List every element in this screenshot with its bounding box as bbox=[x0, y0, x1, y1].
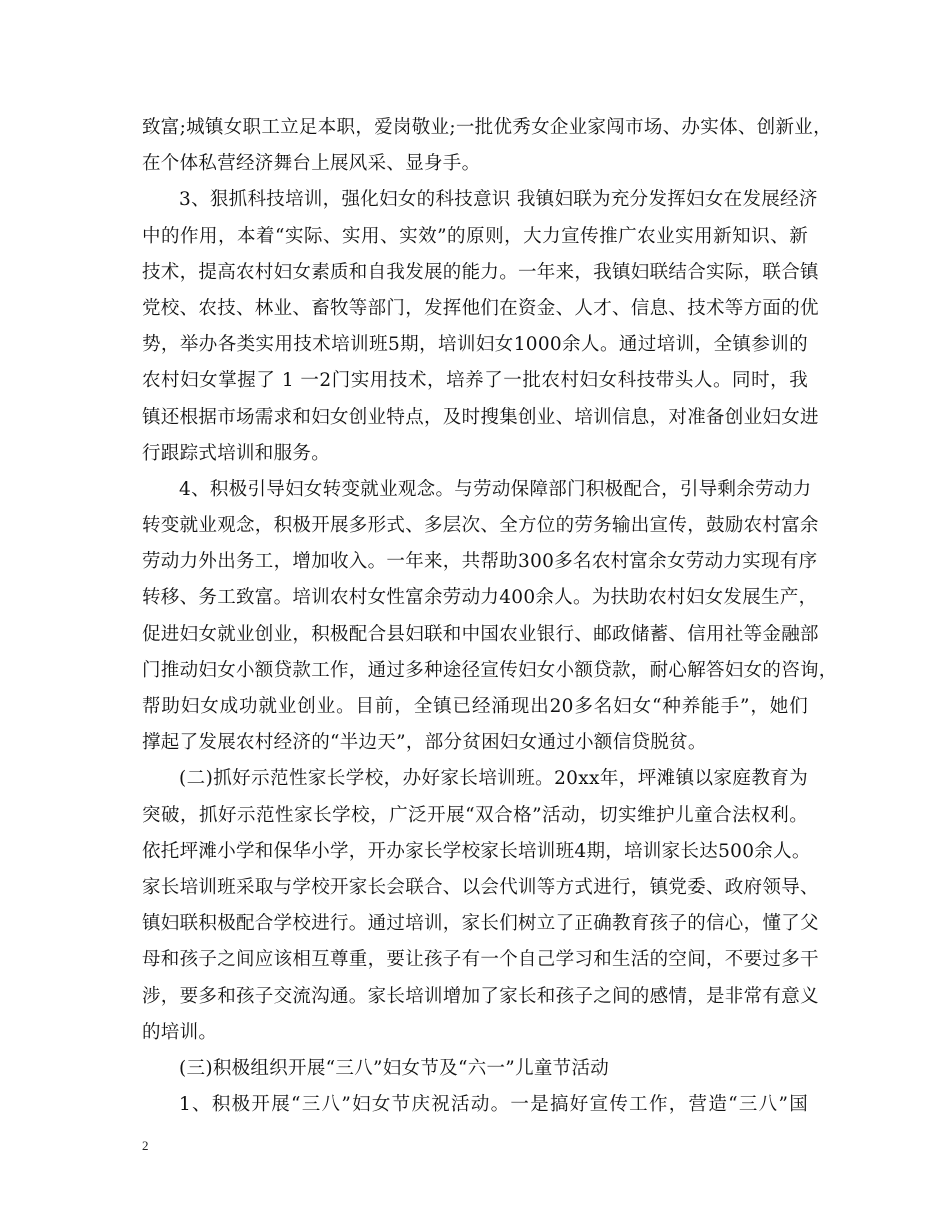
paragraph-start-line: 4、积极引导妇女转变就业观念。与劳动保障部门积极配合，引导剩余劳动力 bbox=[179, 478, 812, 500]
text-line: 中的作用，本着“实际、实用、实效”的原则，大力宣传推广农业实用新知识、新 bbox=[142, 225, 808, 247]
document-body bbox=[142, 110, 838, 1123]
text-line: 依托坪滩小学和保华小学，开办家长学校家长培训班4期，培训家长达500余人。 bbox=[142, 840, 811, 862]
text-line: 涉，要多和孩子交流沟通。家长培训增加了家长和孩子之间的感情，是非常有意义 bbox=[142, 985, 819, 1007]
text-line: 镇还根据市场需求和妇女创业特点，及时搜集创业、培训信息，对准备创业妇女进 bbox=[142, 406, 819, 428]
paragraph-start-line: 1、积极开展“三八”妇女节庆祝活动。一是搞好宣传工作，营造“三八”国 bbox=[179, 1094, 808, 1116]
text-line: 势，举办各类实用技术培训班5期，培训妇女1000余人。通过培训，全镇参训的 bbox=[142, 334, 808, 356]
text-line: 撑起了发展农村经济的“半边天”，部分贫困妇女通过小额信贷脱贫。 bbox=[142, 732, 707, 754]
text-line: 转移、务工致富。培训农村女性富余劳动力400余人。为扶助农村妇女发展生产， bbox=[142, 587, 818, 609]
text-line: 致富;城镇女职工立足本职，爱岗敬业;一批优秀女企业家闯市场、办实体、创新业， bbox=[142, 117, 832, 138]
text-line: 镇妇联积极配合学校进行。通过培训，家长们树立了正确教育孩子的信心，懂了父 bbox=[142, 913, 819, 935]
text-line: 党校、农技、林业、畜牧等部门，发挥他们在资金、人才、信息、技术等方面的优 bbox=[142, 297, 819, 319]
text-line: 的培训。 bbox=[142, 1021, 218, 1043]
text-line: 劳动力外出务工，增加收入。一年来，共帮助300多名农村富余女劳动力实现有序 bbox=[142, 551, 818, 573]
text-line: 技术，提高农村妇女素质和自我发展的能力。一年来，我镇妇联结合实际，联合镇 bbox=[142, 261, 819, 283]
text-line: 门推动妇女小额贷款工作，通过多种途径宣传妇女小额贷款，耐心解答妇女的咨询， bbox=[142, 659, 838, 681]
text-line: 转变就业观念，积极开展多形式、多层次、全方位的劳务输出宣传，鼓励农村富余 bbox=[142, 515, 819, 537]
text-line: 促进妇女就业创业，积极配合县妇联和中国农业银行、邮政储蓄、信用社等金融部 bbox=[142, 623, 819, 645]
paragraph-start-line: (二)抓好示范性家长学校，办好家长培训班。20xx年，坪滩镇以家庭教育为 bbox=[179, 768, 808, 790]
text-line: 在个体私营经济舞台上展风采、显身手。 bbox=[142, 153, 481, 175]
text-line: 母和孩子之间应该相互尊重，要让孩子有一个自己学习和生活的空间，不要过多干 bbox=[142, 949, 819, 971]
page-number: 2 bbox=[142, 1138, 149, 1153]
section-heading: (三)积极组织开展“三八”妇女节及“六一”儿童节活动 bbox=[179, 1057, 610, 1079]
text-line: 家长培训班采取与学校开家长会联合、以会代训等方式进行，镇党委、政府领导、 bbox=[142, 876, 819, 898]
text-line: 帮助妇女成功就业创业。目前，全镇已经涌现出20多名妇女“种养能手”，她们 bbox=[142, 696, 808, 717]
text-line: 农村妇女掌握了 1 一2门实用技术，培养了一批农村妇女科技带头人。同时，我 bbox=[142, 370, 808, 392]
paragraph-start-line: 3、狠抓科技培训，强化妇女的科技意识 我镇妇联为充分发挥妇女在发展经济 bbox=[179, 189, 818, 211]
text-line: 突破，抓好示范性家长学校，广泛开展“双合格”活动，切实维护儿童合法权利。 bbox=[142, 804, 808, 826]
text-line: 行跟踪式培训和服务。 bbox=[142, 442, 331, 464]
